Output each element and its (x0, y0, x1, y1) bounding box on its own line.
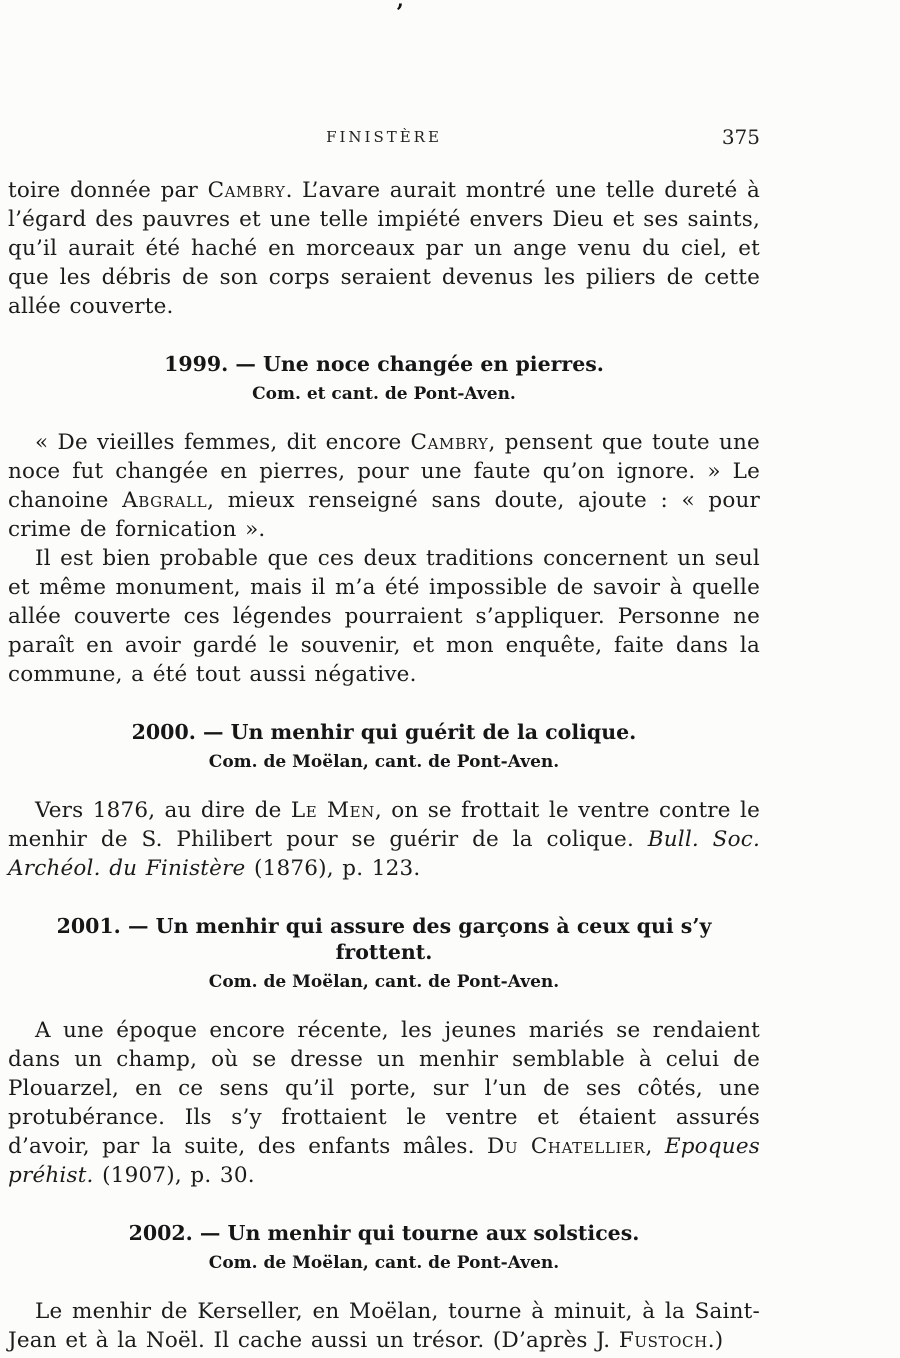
text-segment: , (645, 1134, 665, 1159)
paragraph-intro-continuation (8, 176, 760, 321)
text-segment: Abgrall (122, 488, 208, 513)
text-segment: Cambry (207, 178, 286, 203)
text-segment: , mieux renseigné sans doute, ajoute : « pour crime de fornication ». (8, 488, 760, 542)
section-title-2000: 2000. — Un menhir qui guérit de la colique. (131, 720, 637, 744)
text-segment: A une époque encore récente, les jeunes mariés se rendaient dans un champ, où se dresse un menhir semblable à celui de Plouarzel, en ce sens qu’il porte, sur l’un de ses côtés, une protubérance. Ils s’y frottaient le ventre et étaient assurés d’avoir, par la suite, des enfants mâles. (8, 1018, 760, 1159)
section-title-2002: 2002. — Un menhir qui tourne aux solstices. (128, 1221, 640, 1245)
section-subtitle-1999: Com. et cant. de Pont-Aven. (252, 384, 516, 404)
section-subtitle-2002: Com. de Moëlan, cant. de Pont-Aven. (208, 1253, 560, 1273)
text-segment: Le Men (290, 798, 375, 823)
print-artifact-mark: ’ (396, 0, 404, 26)
text-segment: Cambry (410, 430, 489, 455)
section-subtitle-2001: Com. de Moëlan, cant. de Pont-Aven. (208, 972, 560, 992)
section-heading-2002 (8, 1220, 760, 1274)
text-segment: Le menhir de Kerseller, en Moëlan, tourne à minuit, à la Saint-Jean et à la Noël. Il cache aussi un trésor. (D’après J. (8, 1299, 760, 1353)
text-column (8, 125, 760, 1355)
text-segment: « De vieilles femmes, dit encore (35, 430, 411, 455)
paragraph-noce-commentary (8, 544, 760, 689)
section-title-1999: 1999. — Une noce changée en pierres. (164, 352, 604, 376)
text-segment: (1876), p. 123. (245, 856, 421, 881)
page-number: 375 (721, 125, 760, 149)
section-heading-1999 (8, 351, 760, 405)
text-segment: Vers 1876, au dire de (35, 798, 291, 823)
text-segment: Il est bien probable que ces deux traditions concernent un seul et même monument, mais il m’a été impossible de savoir à quelle allée couverte ces légendes pourraient s’appliquer. Personne ne paraît en avoir gardé le souvenir, et mon enquête, faite dans la commune, a été tout aussi négative. (8, 546, 760, 687)
section-heading-2000 (8, 719, 760, 773)
text-segment: Epoques préhist. (8, 1134, 760, 1188)
text-segment: , pensent que toute une noce fut changée en pierres, pour une faute qu’on ignore. » Le chanoine (8, 430, 760, 513)
page-header (8, 125, 760, 152)
section-title-2001: 2001. — Un menhir qui assure des garçons à ceux qui s’y frottent. (56, 914, 712, 964)
text-segment: toire donnée par (8, 178, 208, 203)
paragraph-solstices (8, 1297, 760, 1355)
section-heading-2001 (8, 913, 760, 993)
text-segment: (1907), p. 30. (93, 1163, 255, 1188)
text-segment: . L’avare aurait montré une telle dureté à l’égard des pauvres et une telle impiété envers Dieu et ses saints, qu’il aurait été haché en morceaux par un ange venu du ciel, et que les débris de son corps seraient devenus les piliers de cette allée couverte. (8, 178, 760, 319)
text-segment: , on se frottait le ventre contre le menhir de S. Philibert pour se guérir de la colique. (8, 798, 760, 852)
text-segment: Bull. Soc. Archéol. du Finistère (8, 827, 760, 881)
paragraph-noce-quote (8, 428, 760, 544)
section-subtitle-2000: Com. de Moëlan, cant. de Pont-Aven. (208, 752, 560, 772)
text-segment: Du Chatellier (487, 1134, 646, 1159)
paragraph-colique (8, 796, 760, 883)
running-title: FINISTÈRE (326, 128, 442, 146)
text-segment: .) (707, 1328, 724, 1353)
paragraph-garcons (8, 1016, 760, 1190)
text-segment: Fustoch (618, 1328, 708, 1353)
